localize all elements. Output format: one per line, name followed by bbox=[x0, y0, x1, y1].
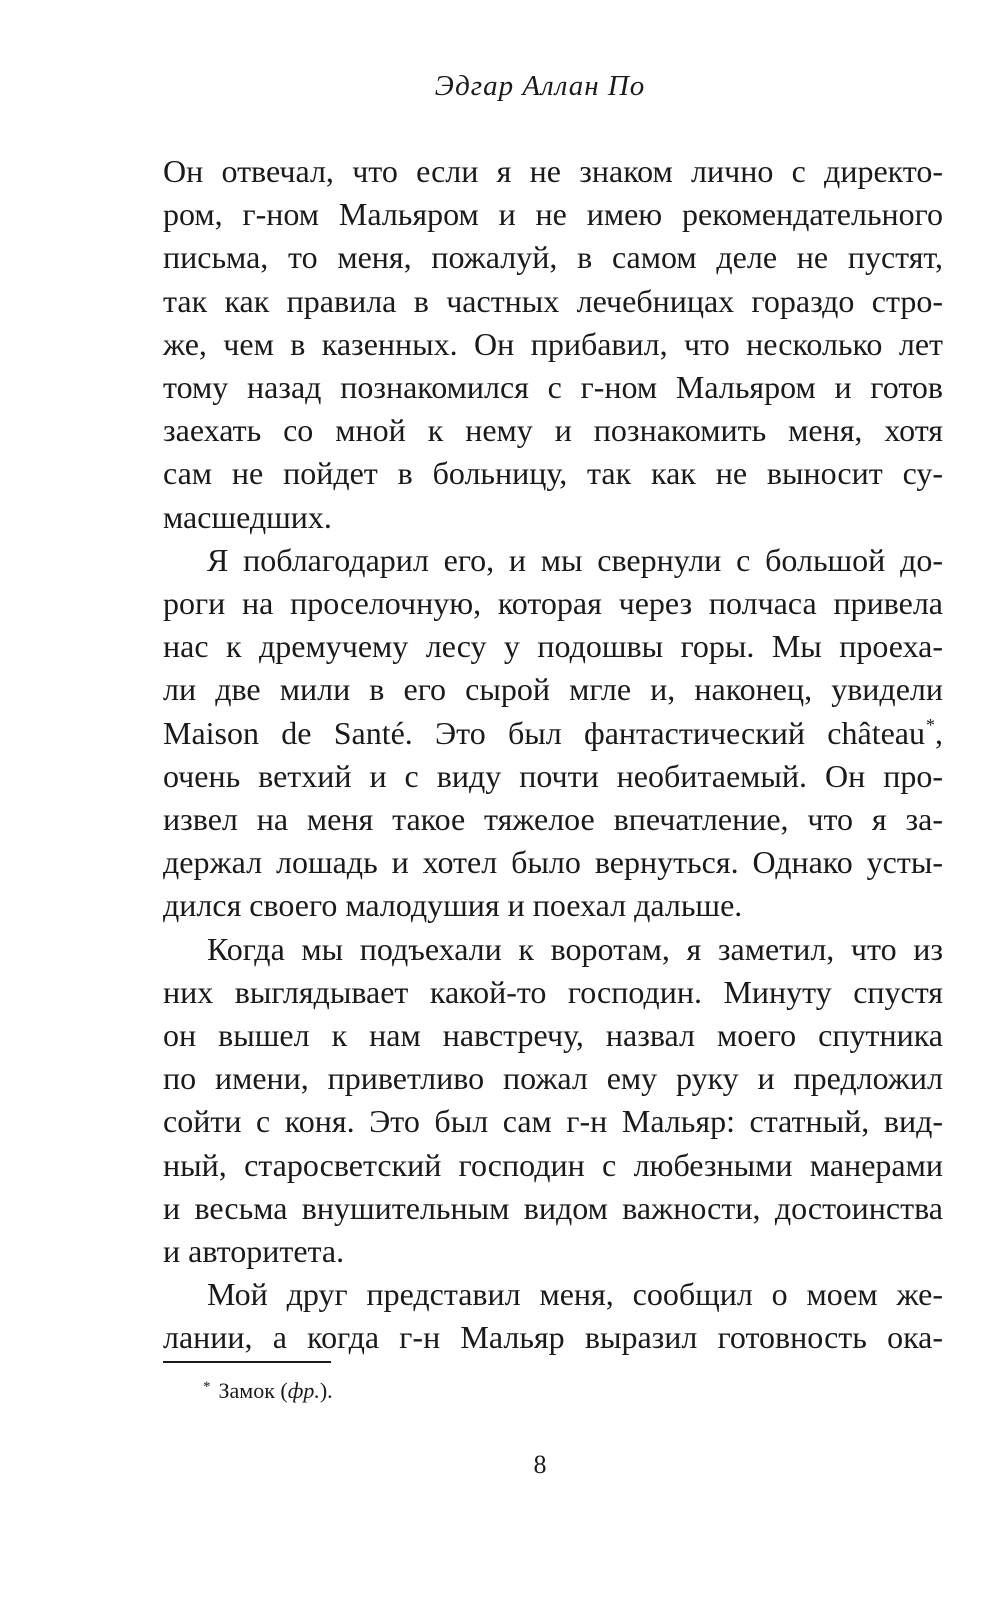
text-line: дился своего малодушия и поехал дальше. bbox=[163, 887, 743, 924]
text-line: ный, старосветский господин с любезными манерами bbox=[163, 1146, 943, 1183]
paragraph-2 bbox=[163, 539, 943, 928]
text-line: письма, то меня, пожалуй, в самом деле не пустят, bbox=[163, 239, 943, 276]
running-head: Эдгар Аллан По bbox=[434, 70, 646, 102]
footnote-divider bbox=[163, 1361, 331, 1363]
text-line: сам не пойдет в больницу, так как не выносит су- bbox=[163, 455, 943, 492]
footnote-abbreviation: фр. bbox=[287, 1378, 320, 1403]
page-number: 8 bbox=[533, 1450, 547, 1479]
text-line: масшедших. bbox=[163, 498, 332, 535]
text-line: ром, г-ном Мальяром и не имею рекомендательного bbox=[163, 196, 943, 233]
text-line-with-footnote bbox=[163, 712, 943, 755]
text-line: роги на проселочную, которая через полчаса привела bbox=[163, 585, 943, 622]
footnote bbox=[203, 1378, 333, 1404]
footnote-text: Замок ( bbox=[218, 1378, 288, 1403]
footnote-reference-punctuation: , bbox=[935, 714, 943, 751]
text-line: извел на меня такое тяжелое впечатление, что я за- bbox=[163, 801, 943, 838]
text-line: же, чем в казенных. Он прибавил, что несколько лет bbox=[163, 325, 943, 362]
text-line: так как правила в частных лечебницах гораздо стро- bbox=[163, 282, 943, 319]
text-line: Он отвечал, что если я не знаком лично с директо- bbox=[163, 153, 943, 189]
text-line-content: Maison de Santé. Это был фантастический château bbox=[163, 714, 925, 751]
text-line: ли две мили в его сырой мгле и, наконец, увидели bbox=[163, 671, 943, 708]
text-line: заехать со мной к нему и познакомить меня, хотя bbox=[163, 412, 943, 449]
text-line: Когда мы подъехали к воротам, я заметил, что из bbox=[207, 930, 943, 967]
text-line: он вышел к нам навстречу, назвал моего спутника bbox=[163, 1017, 943, 1054]
paragraph-1 bbox=[163, 150, 943, 539]
text-line: нас к дремучему лесу у подошвы горы. Мы проеха- bbox=[163, 628, 943, 665]
paragraph-3 bbox=[163, 928, 943, 1274]
text-line: тому назад познакомился с г-ном Мальяром и готов bbox=[163, 369, 943, 406]
text-line: держал лошадь и хотел было вернуться. Однако усты- bbox=[163, 844, 943, 881]
footnote-close: ). bbox=[319, 1378, 333, 1403]
text-line: лании, а когда г-н Мальяр выразил готовность ока- bbox=[163, 1319, 943, 1356]
text-line: и авторитета. bbox=[163, 1233, 345, 1270]
text-line: Мой друг представил меня, сообщил о моем же- bbox=[207, 1276, 943, 1313]
text-line: сойти с коня. Это был сам г-н Мальяр: статный, вид- bbox=[163, 1103, 943, 1140]
text-line: и весьма внушительным видом важности, достоинства bbox=[163, 1189, 943, 1226]
text-line: по имени, приветливо пожал ему руку и предложил bbox=[163, 1060, 943, 1097]
footnote-mark: * bbox=[203, 1379, 211, 1395]
body-text bbox=[163, 150, 943, 1360]
footnote-reference: * bbox=[926, 714, 935, 735]
text-line: очень ветхий и с виду почти необитаемый. Он про- bbox=[163, 757, 943, 794]
paragraph-4 bbox=[163, 1273, 943, 1359]
text-line: Я поблагодарил его, и мы свернули с большой до- bbox=[207, 541, 943, 578]
text-line: них выглядывает какой-то господин. Минуту спустя bbox=[163, 973, 943, 1010]
